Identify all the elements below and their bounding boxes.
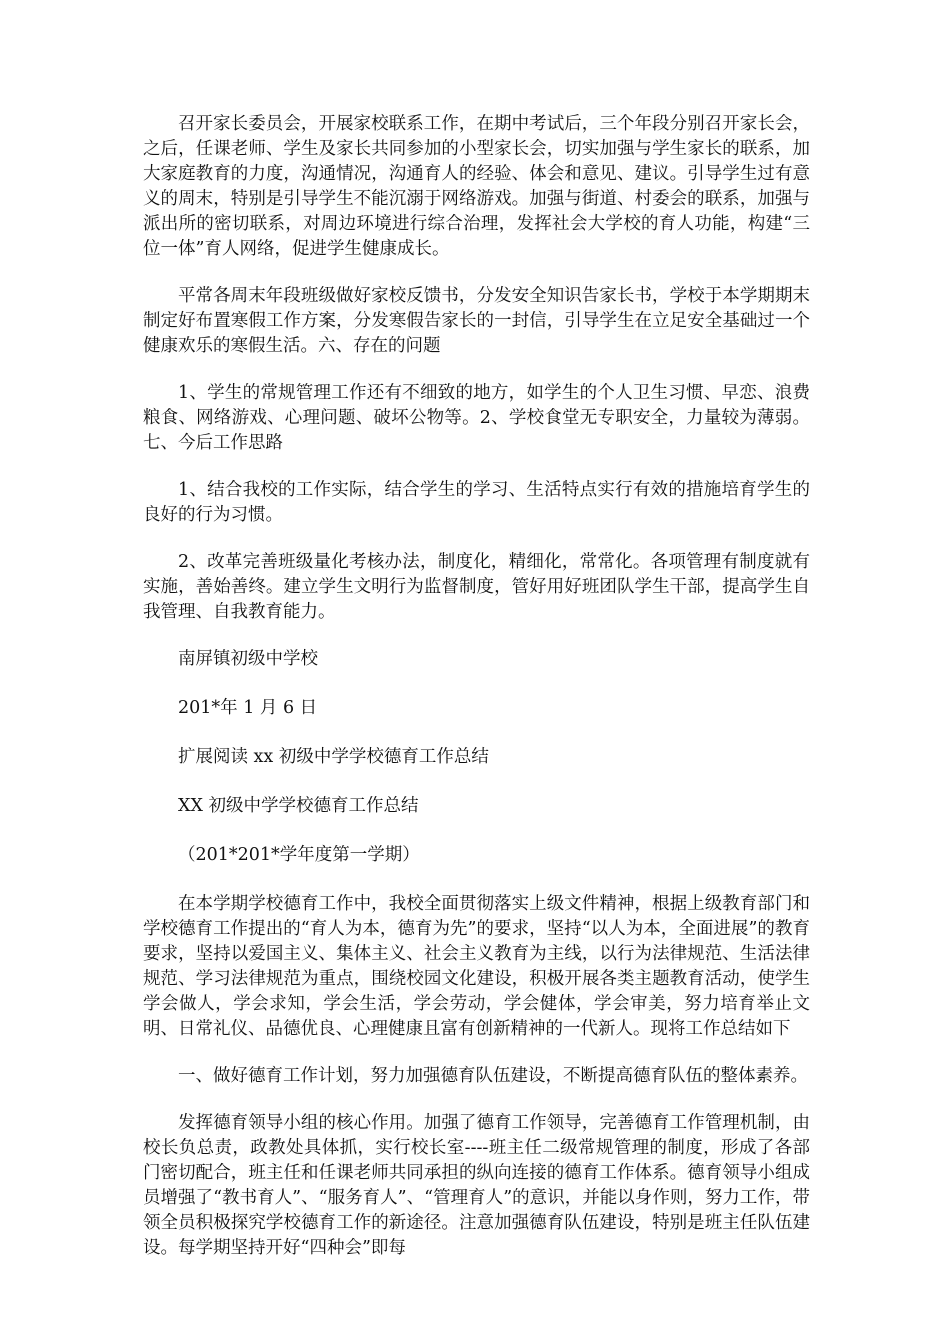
paragraph-problems: 1、学生的常规管理工作还有不细致的地方，如学生的个人卫生习惯、早恋、浪费粮食、网络游戏、心理问题、破坏公物等。2、学校食堂无专职安全，力量较为薄弱。七、今后工作思路: [143, 383, 810, 453]
paragraph-introduction: 在本学期学校德育工作中，我校全面贯彻落实上级文件精神，根据上级教育部门和学校德育工作提出的“育人为本，德育为先”的要求，坚持“以人为本，全面进展”的教育要求，坚持以爱国主义、集体主义、社会主义教育为主线，以行为法律规范、生活法律规范、学习法律规范为重点，围绕校园文化建设，积极开展各类主题教育活动，使学生学会做人，学会求知，学会生活，学会劳动，学会健体，学会审美，努力培育举止文明、日常礼仪、品德优良、心理健康且富有创新精神的一代新人。现将工作总结如下: [143, 894, 810, 1039]
report-title: XX 初级中学学校德育工作总结: [178, 796, 419, 816]
document-date: 201*年 1 月 6 日: [178, 698, 318, 718]
paragraph-leadership: 发挥德育领导小组的核心作用。加强了德育工作领导，完善德育工作管理机制，由校长负总责，政教处具体抓，实行校长室----班主任二级常规管理的制度，形成了各部门密切配合，班主任和任课老师共同承担的纵向连接的德育工作体系。德育领导小组成员增强了“教书育人”、“服务育人”、“管理育人”的意识，并能以身作则，努力工作，带领全员积极探究学校德育工作的新途径。注意加强德育队伍建设，特别是班主任队伍建设。每学期坚持开好“四种会”即每: [143, 1113, 810, 1258]
paragraph-weekend-feedback: 平常各周末年段班级做好家校反馈书，分发安全知识告家长书，学校于本学期期末制定好布置寒假工作方案，分发寒假告家长的一封信，引导学生在立足安全基础过一个健康欢乐的寒假生活。六、存在的问题: [143, 286, 810, 356]
paragraph-plan-2: 2、改革完善班级量化考核办法，制度化，精细化，常常化。各项管理有制度就有实施，善始善终。建立学生文明行为监督制度，管好用好班团队学生干部，提高学生自我管理、自我教育能力。: [143, 552, 810, 622]
school-name: 南屏镇初级中学校: [178, 649, 318, 669]
extended-reading-title: 扩展阅读 xx 初级中学学校德育工作总结: [178, 747, 489, 767]
section-heading-1: 一、做好德育工作计划，努力加强德育队伍建设，不断提高德育队伍的整体素养。: [178, 1066, 808, 1086]
report-term: （201*201*学年度第一学期）: [178, 845, 420, 865]
document-body: [143, 112, 810, 1283]
paragraph-parent-committee: 召开家长委员会，开展家校联系工作，在期中考试后，三个年段分别召开家长会，之后，任课老师、学生及家长共同参加的小型家长会，切实加强与学生家长的联系，加大家庭教育的力度，沟通情况，沟通育人的经验、体会和意见、建议。引导学生过有意义的周末，特别是引导学生不能沉溺于网络游戏。加强与街道、村委会的联系，加强与派出所的密切联系，对周边环境进行综合治理，发挥社会大学校的育人功能，构建“三位一体”育人网络，促进学生健康成长。: [143, 114, 810, 259]
paragraph-plan-1: 1、结合我校的工作实际，结合学生的学习、生活特点实行有效的措施培育学生的良好的行为习惯。: [143, 480, 810, 525]
